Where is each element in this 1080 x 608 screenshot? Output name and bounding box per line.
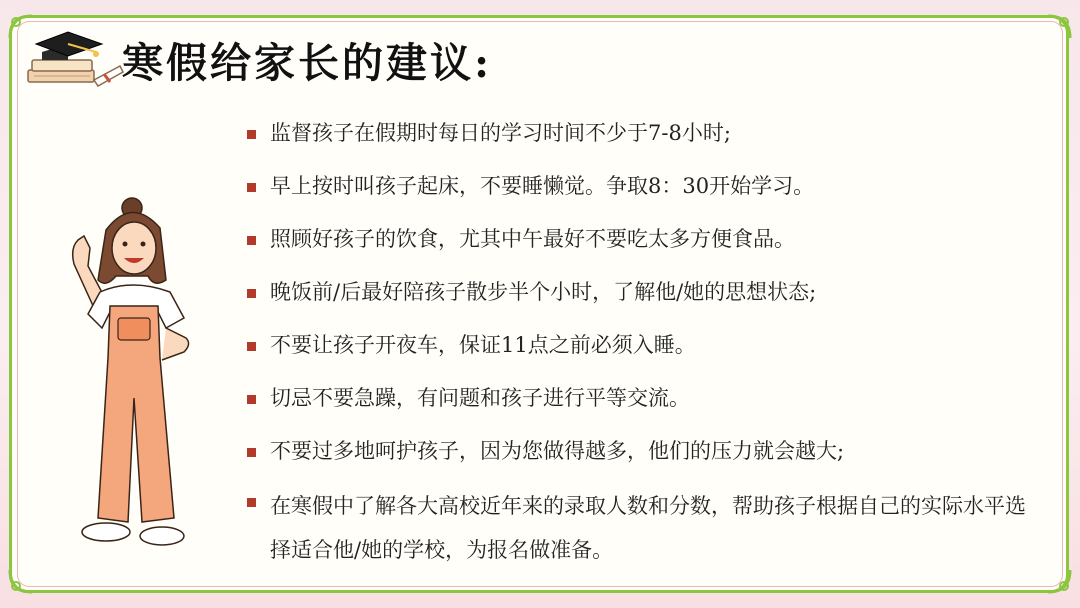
bullet-square-icon	[247, 448, 256, 457]
bullet-square-icon	[247, 236, 256, 245]
tip-text: 照顾好孩子的饮食，尤其中午最好不要吃太多方便食品。	[270, 227, 795, 251]
tip-text: 不要让孩子开夜车，保证11点之前必须入睡。	[270, 333, 696, 357]
tips-list	[240, 116, 1040, 572]
bullet-square-icon	[247, 289, 256, 298]
bullet-square-icon	[247, 395, 256, 404]
bullet-square-icon	[247, 342, 256, 351]
corner-ornament-icon	[4, 568, 34, 598]
tip-text: 监督孩子在假期时每日的学习时间不少于7-8小时;	[270, 121, 731, 145]
list-item	[240, 222, 1040, 256]
tip-text: 在寒假中了解各大高校近年来的录取人数和分数，帮助孩子根据自己的实际水平选择适合他/她的学校，为报名做准备。	[270, 494, 1026, 562]
waving-girl-illustration	[62, 188, 202, 558]
list-item	[240, 381, 1040, 415]
bullet-square-icon	[247, 130, 256, 139]
tip-text: 早上按时叫孩子起床，不要睡懒觉。争取8：30开始学习。	[270, 174, 815, 198]
page-title: 寒假给家长的建议:	[122, 39, 493, 87]
list-item	[240, 434, 1040, 468]
tip-text: 切忌不要急躁，有问题和孩子进行平等交流。	[270, 386, 690, 410]
list-item	[240, 275, 1040, 309]
list-item	[240, 328, 1040, 362]
list-item	[240, 169, 1040, 203]
bullet-square-icon	[247, 498, 256, 507]
tip-text: 晚饭前/后最好陪孩子散步半个小时，了解他/她的思想状态;	[270, 280, 817, 304]
corner-ornament-icon	[1046, 568, 1076, 598]
corner-ornament-icon	[1046, 10, 1076, 40]
tip-text: 不要过多地呵护孩子，因为您做得越多，他们的压力就会越大;	[270, 439, 845, 463]
graduation-cap-books-icon	[24, 22, 124, 92]
bullet-square-icon	[247, 183, 256, 192]
list-item	[240, 116, 1040, 150]
list-item	[240, 484, 1040, 572]
